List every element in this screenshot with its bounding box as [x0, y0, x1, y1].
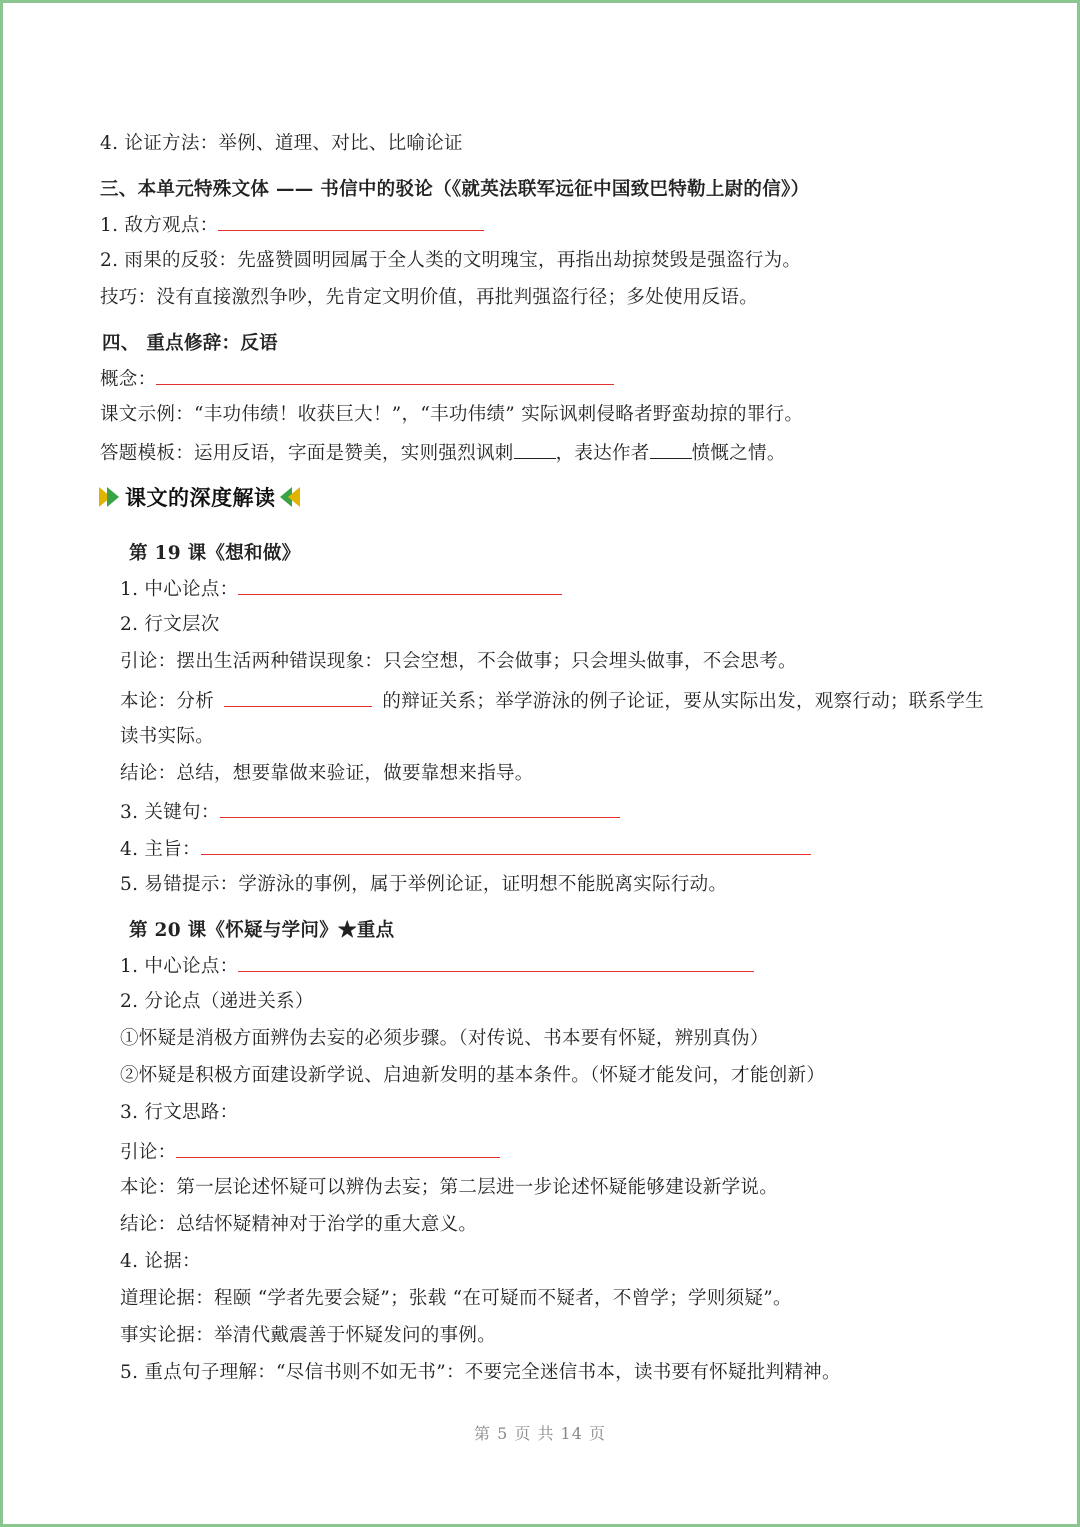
lesson20-conclusion: 结论：总结怀疑精神对于治学的重大意义。 — [120, 1214, 478, 1235]
section-banner — [99, 481, 300, 513]
lesson20-evidence: 4. 论据： — [120, 1251, 201, 1272]
rebuttal-item: 2. 雨果的反驳：先盛赞圆明园属于全人类的文明瑰宝，再指出劫掠焚毁是强盗行为。 — [100, 250, 802, 271]
lesson20-evidence-fact: 事实论据：举清代戴震善于怀疑发问的事例。 — [120, 1325, 497, 1346]
answer-blank — [238, 576, 562, 595]
answer-blank — [218, 212, 484, 231]
lesson19-thesis — [120, 576, 562, 602]
body-text-a: 本论：分析 — [120, 691, 215, 712]
banner-title: 课文的深度解读 — [125, 486, 276, 510]
template-text-a: 答题模板：运用反语，字面是赞美，实则强烈讽刺 — [100, 443, 514, 464]
answer-blank — [514, 440, 556, 459]
lesson20-intro — [120, 1139, 500, 1165]
lesson20-thesis — [120, 953, 754, 979]
lesson19-theme — [120, 836, 811, 862]
template-item — [100, 440, 786, 466]
thesis-label: 1. 中心论点： — [120, 956, 239, 977]
intro-label: 引论： — [120, 1142, 177, 1163]
answer-blank — [201, 836, 811, 855]
lesson19-body — [120, 688, 984, 714]
answer-blank — [650, 440, 692, 459]
thesis-label: 1. 中心论点： — [120, 579, 239, 600]
enemy-view-item — [100, 212, 484, 238]
key-sentence-label: 3. 关键句： — [120, 802, 220, 823]
arrow-right-icon — [107, 487, 119, 507]
section3-heading: 三、本单元特殊文体 —— 书信中的驳论（《就英法联军远征中国致巴特勒上尉的信》） — [100, 179, 810, 200]
lesson20-point1: ①怀疑是消极方面辨伪去妄的必须步骤。（对传说、书本要有怀疑，辨别真伪） — [120, 1028, 769, 1049]
lesson20-key-sentence: 5. 重点句子理解：“尽信书则不如无书”：不要完全迷信书本，读书要有怀疑批判精神。 — [120, 1362, 841, 1383]
answer-blank — [176, 1139, 500, 1158]
concept-label: 概念： — [100, 369, 157, 390]
technique-note: 技巧：没有直接激烈争吵，先肯定文明价值，再批判强盗行径；多处使用反语。 — [100, 287, 759, 308]
lesson20-body: 本论：第一层论述怀疑可以辨伪去妄；第二层进一步论述怀疑能够建设新学说。 — [120, 1177, 779, 1198]
lesson19-body-cont: 读书实际。 — [120, 726, 215, 747]
example-item: 课文示例：“丰功伟绩！收获巨大！”，“丰功伟绩” 实际讽刺侵略者野蛮劫掠的罪行。 — [100, 404, 804, 425]
lesson19-intro: 引论：摆出生活两种错误现象：只会空想，不会做事；只会埋头做事，不会思考。 — [120, 651, 797, 672]
lesson20-evidence-reason: 道理论据：程颐 “学者先要会疑”；张载 “在可疑而不疑者，不曾学；学则须疑”。 — [120, 1288, 792, 1309]
lesson19-title: 第 19 课《想和做》 — [129, 543, 301, 564]
lesson19-structure: 2. 行文层次 — [120, 614, 220, 635]
lesson20-outline: 3. 行文思路： — [120, 1102, 239, 1123]
enemy-view-label: 1. 敌方观点： — [100, 215, 219, 236]
answer-blank — [156, 366, 614, 385]
body-text-b: 的辩证关系；举学游泳的例子论证，要从实际出发，观察行动；联系学生 — [382, 691, 984, 712]
lesson19-key-sentence — [120, 799, 620, 825]
answer-blank — [224, 688, 372, 707]
theme-label: 4. 主旨： — [120, 839, 201, 860]
lesson19-conclusion: 结论：总结，想要靠做来验证，做要靠想来指导。 — [120, 763, 534, 784]
section4-heading: 四、 重点修辞：反语 — [102, 333, 278, 354]
lesson20-title: 第 20 课《怀疑与学问》★重点 — [129, 920, 395, 941]
lesson20-point2: ②怀疑是积极方面建设新学说、启迪新发明的基本条件。（怀疑才能发问，才能创新） — [120, 1065, 826, 1086]
page-number: 第 5 页 共 14 页 — [474, 1424, 606, 1443]
answer-blank — [238, 953, 754, 972]
lesson20-subpoints: 2. 分论点（递进关系） — [120, 991, 314, 1012]
template-text-b: ，表达作者 — [555, 443, 650, 464]
method-item: 4. 论证方法：举例、道理、对比、比喻论证 — [100, 133, 463, 154]
concept-item — [100, 366, 614, 392]
lesson19-pitfall: 5. 易错提示：学游泳的事例，属于举例论证，证明想不能脱离实际行动。 — [120, 874, 728, 895]
template-text-c: 愤慨之情。 — [691, 443, 786, 464]
arrow-left-icon — [288, 487, 300, 507]
answer-blank — [220, 799, 620, 818]
